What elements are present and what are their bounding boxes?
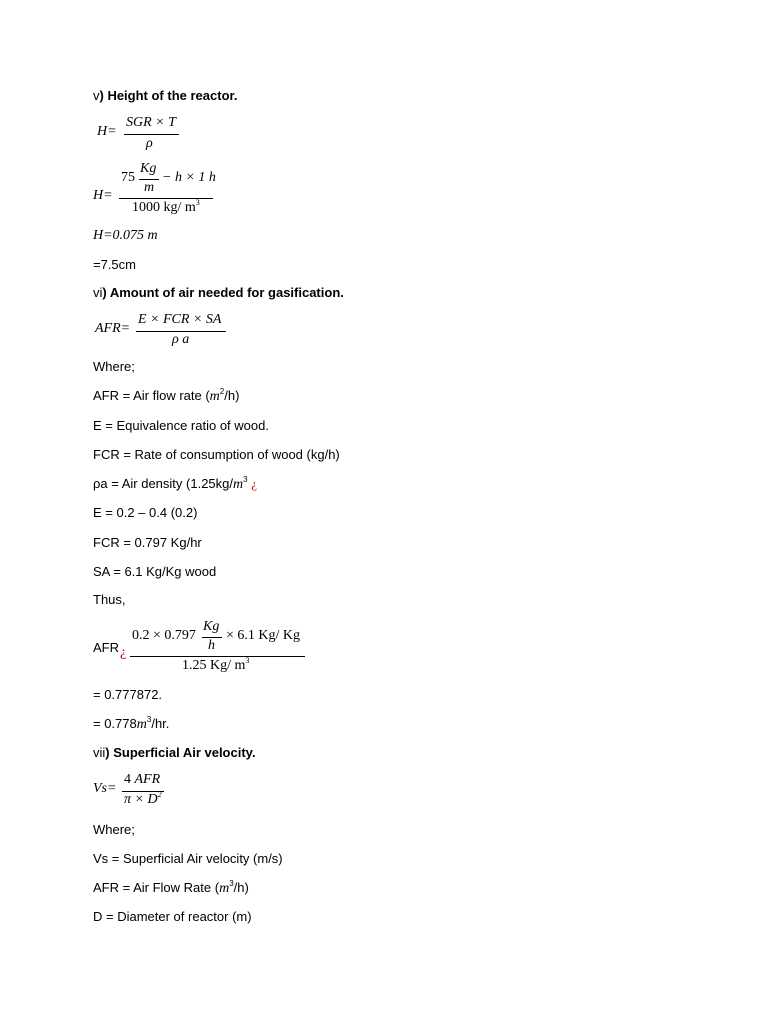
section-number: vi xyxy=(93,285,103,300)
eq-denominator: ρ xyxy=(146,136,153,151)
eq-lhs: H= xyxy=(93,188,113,203)
eq-numerator-rest: × 6.1 Kg/ Kg xyxy=(226,628,301,643)
eq-denominator xyxy=(124,792,162,808)
eq-lhs: AFR= xyxy=(95,321,131,336)
eq-numerator-rest: − h × 1 h xyxy=(162,170,216,185)
def-d: D = Diameter of reactor (m) xyxy=(93,909,252,924)
section-title: ) Height of the reactor. xyxy=(99,88,238,103)
where-label: Where; xyxy=(93,359,135,374)
unit-m: m xyxy=(136,717,147,732)
equation-height-result: H=0.075 m xyxy=(93,228,158,243)
value-sa: SA = 6.1 Kg/Kg wood xyxy=(93,564,217,579)
def-text-end: /h) xyxy=(224,388,240,403)
section-title: ) Amount of air needed for gasification. xyxy=(102,285,344,300)
afr-result-rounded xyxy=(93,716,169,733)
eq-numerator: E × FCR × SA xyxy=(138,312,222,327)
def-text: AFR = Air Flow Rate ( xyxy=(93,880,220,895)
inner-fraction-numerator: Kg xyxy=(140,161,157,176)
unit-m: m xyxy=(233,477,244,492)
eq-lhs: AFR xyxy=(93,640,119,655)
def-text: AFR = Air flow rate ( xyxy=(93,388,210,403)
result-value: = 0.778 xyxy=(93,716,137,731)
def-afr xyxy=(93,880,249,897)
eq-lhs: Vs= xyxy=(93,781,117,796)
red-glyph: ¿ xyxy=(251,476,257,491)
def-vs: Vs = Superficial Air velocity (m/s) xyxy=(93,851,283,866)
fraction-bar xyxy=(130,656,305,657)
superscript: 3 xyxy=(146,715,152,724)
eq-denominator-text: π × D xyxy=(124,792,158,807)
def-text-end: /h) xyxy=(233,880,249,895)
thus-label: Thus, xyxy=(93,592,126,607)
eq-lhs: H= xyxy=(97,124,117,139)
eq-denominator-text: 1.25 Kg/ m xyxy=(182,658,246,673)
def-rho-a xyxy=(93,476,257,493)
superscript: 3 xyxy=(245,656,250,665)
inner-fraction-denominator: m xyxy=(144,180,155,195)
where-label: Where; xyxy=(93,822,135,837)
unit-m: m xyxy=(219,881,230,896)
red-glyph: ¿ xyxy=(120,645,127,660)
eq-numerator: 4 AFR xyxy=(124,772,161,787)
eq-denominator xyxy=(182,658,249,674)
section-v-heading xyxy=(93,88,237,104)
value-e: E = 0.2 – 0.4 (0.2) xyxy=(93,505,198,520)
superscript: 3 xyxy=(195,198,200,207)
afr-result: = 0.777872. xyxy=(93,687,163,702)
eq-denominator xyxy=(132,200,200,216)
superscript: 3 xyxy=(243,475,248,484)
eq-numerator-text: AFR xyxy=(134,772,161,787)
inner-fraction-denominator: h xyxy=(208,638,215,653)
eq-numerator-value: 75 xyxy=(121,170,135,185)
section-vi-heading xyxy=(93,285,344,301)
def-fcr: FCR = Rate of consumption of wood (kg/h) xyxy=(93,447,340,462)
section-title: ) Superficial Air velocity. xyxy=(105,745,256,760)
def-text: ρa = Air density (1.25kg/ xyxy=(93,476,233,491)
def-afr xyxy=(93,388,239,405)
eq-numerator-value: 0.2 × 0.797 xyxy=(132,628,196,643)
inner-fraction-numerator: Kg xyxy=(203,619,220,634)
superscript: 2 xyxy=(157,790,162,799)
eq-numerator: SGR × T xyxy=(126,115,176,130)
eq-denominator-text: 1000 kg/ m xyxy=(132,200,196,215)
section-vii-heading xyxy=(93,745,256,761)
superscript: 3 xyxy=(229,879,234,888)
section-number: vii xyxy=(93,745,106,760)
eq-denominator: ρ a xyxy=(172,332,190,347)
fraction-bar xyxy=(124,134,179,135)
def-e: E = Equivalence ratio of wood. xyxy=(93,418,269,433)
height-result-cm: =7.5cm xyxy=(93,257,136,272)
superscript: 2 xyxy=(219,387,225,396)
value-fcr: FCR = 0.797 Kg/hr xyxy=(93,535,202,550)
section-number: v xyxy=(93,88,100,103)
result-unit-end: /hr. xyxy=(151,716,170,731)
unit-m: m xyxy=(209,389,220,404)
